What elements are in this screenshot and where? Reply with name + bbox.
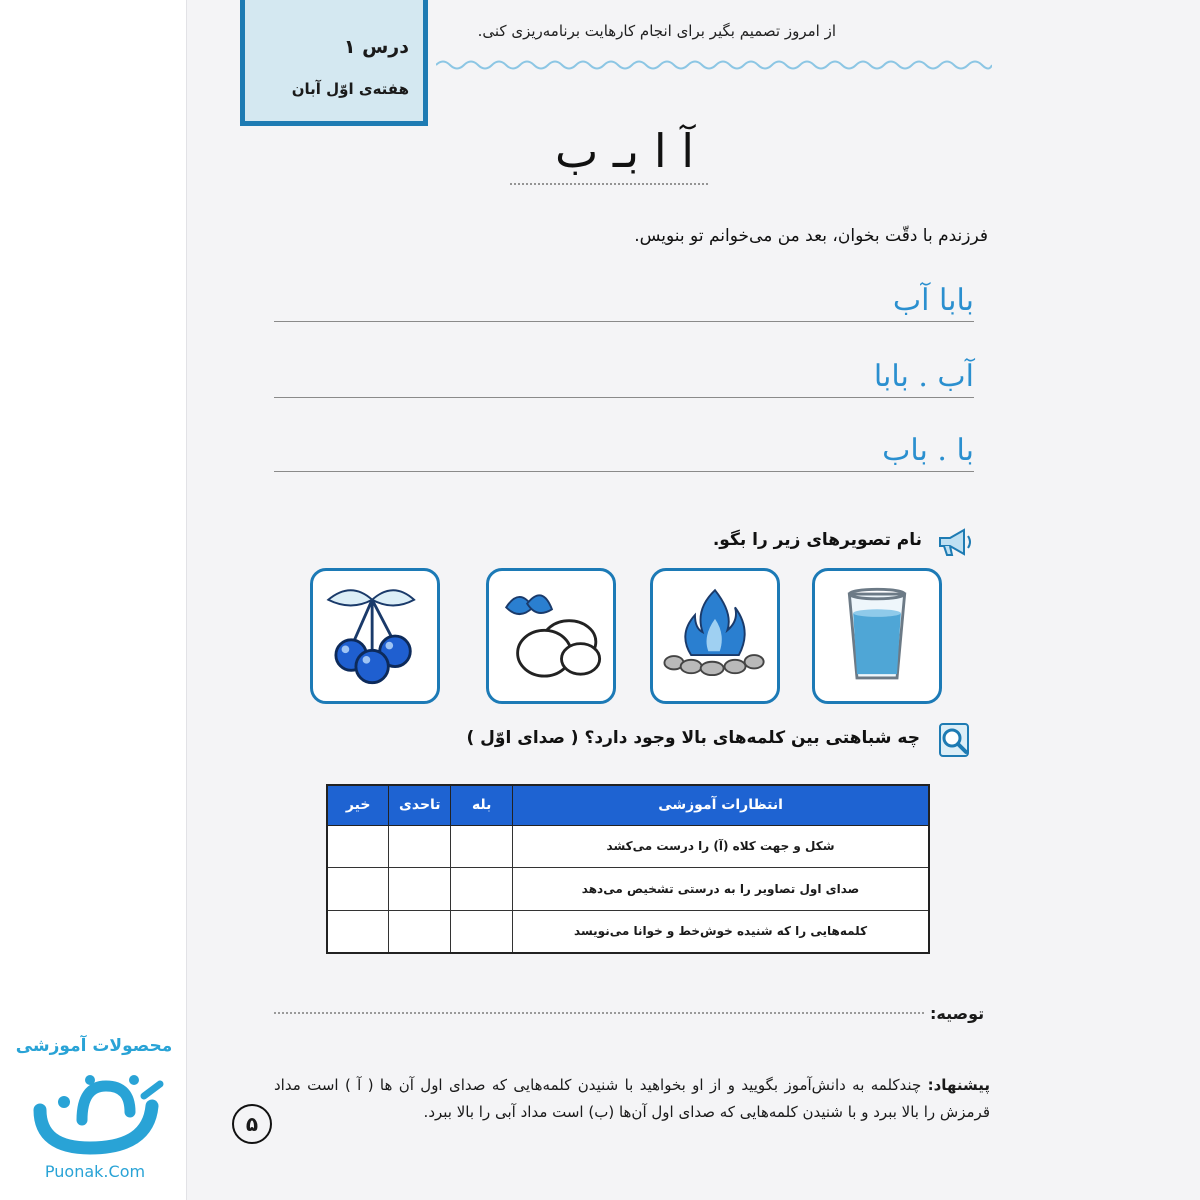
picture-card <box>812 568 942 704</box>
left-margin <box>0 0 186 1200</box>
table-header-row <box>327 785 929 825</box>
magnifier-icon <box>934 720 974 760</box>
note-label: توصیه: <box>930 1004 985 1023</box>
writing-row[interactable] <box>274 348 974 398</box>
header-partly: تاحدی <box>389 785 451 825</box>
partly-checkbox-cell[interactable] <box>389 868 451 911</box>
yes-checkbox-cell[interactable] <box>451 825 513 868</box>
megaphone-icon <box>934 526 974 558</box>
note-input-line[interactable] <box>274 1012 924 1014</box>
writing-sample: آب . بابا <box>873 359 974 394</box>
writing-row[interactable] <box>274 422 974 472</box>
partly-checkbox-cell[interactable] <box>389 825 451 868</box>
picture-prompt-text: نام تصویرهای زیر را بگو. <box>712 530 922 550</box>
writing-line <box>274 321 974 322</box>
campfire-icon <box>653 571 777 701</box>
eggs-icon <box>489 571 613 701</box>
puonak-logo <box>20 1066 170 1156</box>
no-checkbox-cell[interactable] <box>327 910 389 953</box>
motto-text: از امروز تصمیم بگیر برای انجام کارهایت برنامه‌ریزی کنی. <box>477 22 836 40</box>
lesson-header-box <box>240 0 428 126</box>
instruction-text: فرزندم با دقّت بخوان، بعد من می‌خوانم تو بنویس. <box>634 226 988 246</box>
suggestion-text: چندکلمه به دانش‌آموز بگویید و از او بخواهید با شنیدن کلمه‌هایی که صدای اول آن ها ( آ ) است مداد قرمزش را بالا ببرد و با شنیدن کلمه‌هایی که صدای اول آن‌ها (ب) است مداد آبی را بالا ببرد. <box>274 1076 990 1121</box>
lesson-week: هفته‌ی اوّل آبان <box>291 80 409 98</box>
yes-checkbox-cell[interactable] <box>451 910 513 953</box>
partly-checkbox-cell[interactable] <box>389 910 451 953</box>
no-checkbox-cell[interactable] <box>327 825 389 868</box>
lesson-title: درس ۱ <box>343 36 409 58</box>
table-row <box>327 825 929 868</box>
header-yes: بله <box>451 785 513 825</box>
letters-text: آ ا بـ ب <box>554 124 694 178</box>
header-no: خیر <box>327 785 389 825</box>
picture-card <box>486 568 616 704</box>
picture-card <box>310 568 440 704</box>
brand-tagline: محصولات آموزشی <box>15 1036 173 1056</box>
picture-prompt <box>712 524 980 560</box>
evaluation-table <box>326 784 930 954</box>
table-row <box>327 910 929 953</box>
similarity-question <box>466 720 980 760</box>
writing-line <box>274 397 974 398</box>
writing-sample: بابا آب <box>892 283 974 318</box>
goal-cell: کلمه‌هایی را که شنیده خوش‌خط و خوانا می‌نویسد <box>513 910 929 953</box>
no-checkbox-cell[interactable] <box>327 868 389 911</box>
letters-baseline <box>510 174 710 194</box>
table-row <box>327 868 929 911</box>
writing-line <box>274 471 974 472</box>
lesson-letters <box>510 124 710 204</box>
wave-divider <box>436 56 992 74</box>
suggestion-paragraph <box>274 1072 990 1126</box>
water-glass-icon <box>815 571 939 701</box>
goal-cell: صدای اول تصاویر را به درستی تشخیص می‌دهد <box>513 868 929 911</box>
goal-cell: شکل و جهت کلاه (آ) را درست می‌کشد <box>513 825 929 868</box>
page-number: ۵ <box>232 1104 272 1144</box>
header-goals: انتظارات آموزشی <box>513 785 929 825</box>
picture-card <box>650 568 780 704</box>
writing-row[interactable] <box>274 272 974 322</box>
suggestion-label: پیشنهاد: <box>927 1076 990 1094</box>
yes-checkbox-cell[interactable] <box>451 868 513 911</box>
writing-sample: با . باب <box>882 433 974 468</box>
question-text: چه شباهتی بین کلمه‌های بالا وجود دارد؟ ( صدای اوّل ) <box>466 728 920 748</box>
cherries-icon <box>313 571 437 701</box>
brand-url: Puonak.Com <box>44 1162 146 1181</box>
